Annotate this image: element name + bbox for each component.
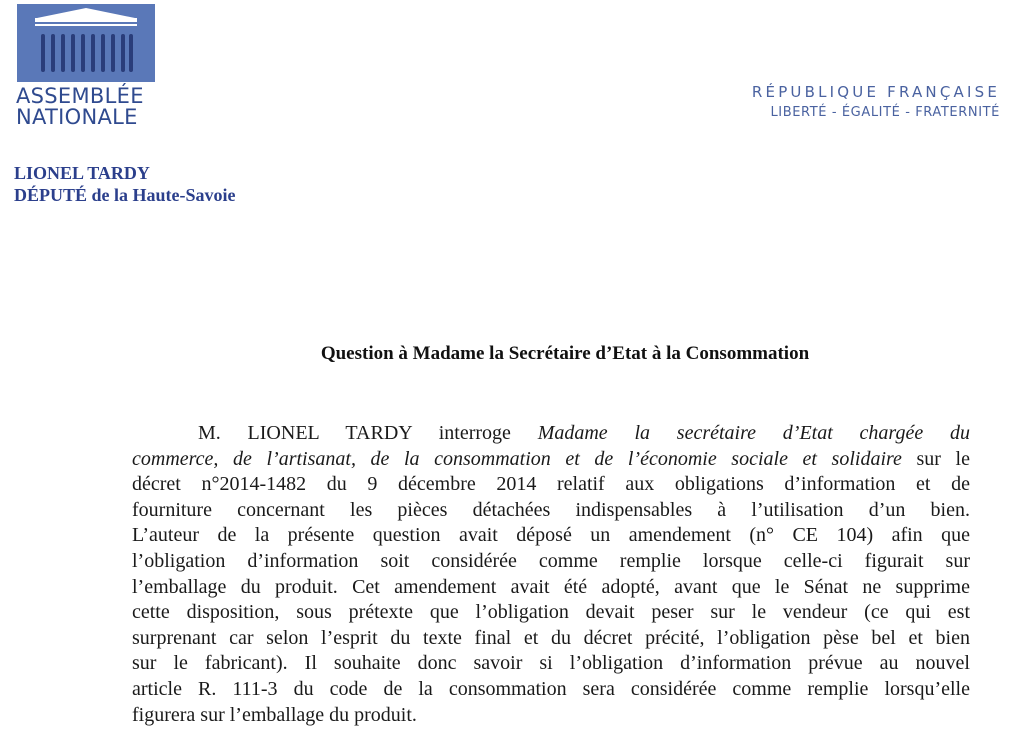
body-text-span: sur le xyxy=(901,447,970,470)
devise: LIBERTÉ - ÉGALITÉ - FRATERNITÉ xyxy=(770,105,1000,120)
body-line: décret n°2014-1482 du 9 décembre 2014 relatif aux obligations d’information et de xyxy=(132,473,970,496)
body-line xyxy=(132,421,970,447)
body-line: sur le fabricant). Il souhaite donc savoir si l’obligation d’information prévue au nouvel xyxy=(132,652,970,675)
body-line: l’emballage du produit. Cet amendement avait été adopté, avant que le Sénat ne supprime xyxy=(132,575,970,598)
logo-line-assemblee: ASSEMBLÉE xyxy=(16,84,144,108)
body-line: L’auteur de la présente question avait déposé un amendement (n° CE 104) afin que xyxy=(132,524,970,547)
body-text-italic: Madame la secrétaire d’Etat chargée du xyxy=(537,422,970,444)
question-body xyxy=(132,421,970,728)
deputy-title: DÉPUTÉ de la Haute-Savoie xyxy=(14,185,236,205)
body-line: fourniture concernant les pièces détachées indispensables à l’utilisation d’un bien. xyxy=(132,498,970,521)
body-text-span: M. LIONEL TARDY interroge xyxy=(198,422,538,444)
body-line: cette disposition, sous prétexte que l’obligation devait peser sur le vendeur (ce qui est xyxy=(132,601,970,624)
assemblee-nationale-logo xyxy=(16,4,158,128)
body-text-italic: commerce, de l’artisanat, de la consommation et de l’économie sociale et solidaire xyxy=(132,447,902,470)
question-title: Question à Madame la Secrétaire d’Etat à la Consommation xyxy=(320,343,810,364)
body-line: surprenant car selon l’esprit du texte final et du décret précité, l’obligation pèse bel et bien xyxy=(132,626,970,649)
body-line: l’obligation d’information soit considérée comme remplie lorsque celle-ci figurait sur xyxy=(132,549,970,572)
republique-block xyxy=(752,81,1000,123)
assemblee-emblem-icon xyxy=(17,4,155,82)
deputy-name: LIONEL TARDY xyxy=(14,163,150,183)
body-line: figurera sur l’emballage du produit. xyxy=(132,703,417,726)
republique-francaise: RÉPUBLIQUE FRANÇAISE xyxy=(751,83,1000,101)
logo-line-nationale: NATIONALE xyxy=(16,105,138,129)
body-line xyxy=(132,447,970,473)
body-line: article R. 111-3 du code de la consommation sera considérée comme remplie lorsqu’elle xyxy=(132,677,970,700)
deputy-block xyxy=(14,162,236,206)
